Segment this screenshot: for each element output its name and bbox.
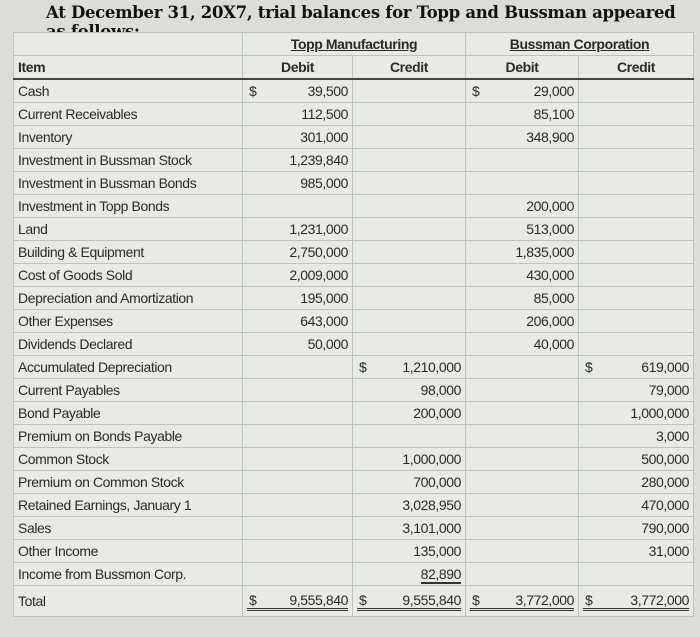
- blank-cell: [14, 33, 243, 56]
- bussman-credit-cell: [579, 379, 694, 402]
- bussman-credit-cell: [579, 287, 694, 310]
- topp-credit-cell: [353, 103, 466, 126]
- company-header-row: [14, 33, 694, 56]
- bussman-debit-cell: [466, 402, 579, 425]
- item-label: Bond Payable: [14, 402, 243, 425]
- item-label: Dividends Declared: [14, 333, 243, 356]
- bussman-debit-cell: [466, 333, 579, 356]
- amount: 1,210,000: [402, 359, 461, 375]
- topp-debit-cell: [243, 517, 353, 540]
- bussman-credit-cell: [579, 333, 694, 356]
- bussman-credit-cell: [579, 310, 694, 333]
- topp-debit-cell: [243, 586, 353, 617]
- bussman-debit-cell: [466, 241, 579, 264]
- amount: 280,000: [641, 474, 690, 490]
- bussman-credit-header: Credit: [579, 56, 694, 80]
- bussman-debit-cell: [466, 149, 579, 172]
- amount: 3,772,000: [470, 592, 574, 611]
- topp-debit-cell: [243, 356, 353, 379]
- amount: 700,000: [413, 474, 461, 490]
- topp-credit-cell: [353, 356, 466, 379]
- amount: 430,000: [526, 267, 574, 283]
- amount: 39,500: [307, 83, 348, 99]
- bussman-debit-cell: [466, 103, 579, 126]
- amount: 29,000: [533, 83, 574, 99]
- topp-credit-cell: [353, 333, 466, 356]
- amount: 112,500: [301, 106, 348, 122]
- bussman-credit-cell: [579, 79, 694, 103]
- item-header: Item: [14, 56, 243, 80]
- amount: 1,231,000: [289, 221, 348, 237]
- topp-credit-cell: [353, 517, 466, 540]
- amount: 1,000,000: [402, 451, 461, 467]
- item-label: Current Receivables: [14, 103, 243, 126]
- item-label: Investment in Bussman Bonds: [14, 172, 243, 195]
- bussman-credit-cell: [579, 172, 694, 195]
- bussman-credit-cell: [579, 494, 694, 517]
- topp-credit-cell: [353, 172, 466, 195]
- bussman-credit-cell: [579, 149, 694, 172]
- bussman-debit-cell: [466, 586, 579, 617]
- topp-debit-cell: [243, 195, 353, 218]
- topp-credit-cell: [353, 402, 466, 425]
- bussman-credit-cell: [579, 471, 694, 494]
- amount: 79,000: [648, 382, 690, 398]
- topp-debit-cell: [243, 126, 353, 149]
- table-row: [14, 126, 694, 149]
- amount: 500,000: [641, 451, 690, 467]
- topp-debit-cell: [243, 540, 353, 563]
- amount: 513,000: [526, 221, 574, 237]
- bussman-credit-cell: [579, 103, 694, 126]
- topp-credit-cell: [353, 218, 466, 241]
- topp-debit-cell: [243, 471, 353, 494]
- topp-credit-cell: [353, 79, 466, 103]
- topp-debit-header: Debit: [243, 56, 353, 80]
- table-row: [14, 79, 694, 103]
- currency-symbol: $: [359, 591, 367, 608]
- item-label: Current Payables: [14, 379, 243, 402]
- amount: 348,900: [526, 129, 574, 145]
- currency-symbol: $: [585, 591, 593, 608]
- bussman-credit-cell: [579, 264, 694, 287]
- table-row: [14, 287, 694, 310]
- currency-symbol: $: [249, 83, 257, 99]
- bussman-credit-cell: [579, 195, 694, 218]
- item-label: Accumulated Depreciation: [14, 356, 243, 379]
- topp-credit-cell: [353, 126, 466, 149]
- item-label: Investment in Bussman Stock: [14, 149, 243, 172]
- amount: 200,000: [413, 405, 461, 421]
- topp-credit-cell: [353, 425, 466, 448]
- bussman-debit-cell: [466, 563, 579, 586]
- company-topp: [243, 33, 466, 56]
- topp-debit-cell: [243, 79, 353, 103]
- topp-credit-cell: [353, 471, 466, 494]
- amount: 1,000,000: [630, 405, 690, 421]
- topp-credit-cell: [353, 540, 466, 563]
- item-label: Premium on Bonds Payable: [14, 425, 243, 448]
- bussman-credit-cell: [579, 586, 694, 617]
- amount: 643,000: [300, 313, 348, 329]
- table-row: [14, 172, 694, 195]
- item-label: Premium on Common Stock: [14, 471, 243, 494]
- amount: 135,000: [413, 543, 461, 559]
- item-label: Retained Earnings, January 1: [14, 494, 243, 517]
- item-label: Other Expenses: [14, 310, 243, 333]
- topp-debit-cell: [243, 563, 353, 586]
- topp-debit-cell: [243, 494, 353, 517]
- table-row: [14, 218, 694, 241]
- item-label: Income from Bussmon Corp.: [14, 563, 243, 586]
- amount: 985,000: [300, 175, 348, 191]
- table-row: [14, 448, 694, 471]
- table-row: [14, 310, 694, 333]
- bussman-credit-cell: [579, 540, 694, 563]
- item-label: Sales: [14, 517, 243, 540]
- table-row: [14, 517, 694, 540]
- topp-credit-cell: [353, 563, 466, 586]
- bussman-credit-cell: [579, 448, 694, 471]
- item-label: Depreciation and Amortization: [14, 287, 243, 310]
- bussman-credit-cell: [579, 563, 694, 586]
- amount: 206,000: [526, 313, 574, 329]
- company-bussman: [466, 33, 694, 56]
- item-label: Other Income: [14, 540, 243, 563]
- column-header-row: [14, 56, 694, 80]
- item-label: Inventory: [14, 126, 243, 149]
- bussman-debit-cell: [466, 494, 579, 517]
- amount: 195,000: [300, 290, 348, 306]
- topp-credit-cell: [353, 241, 466, 264]
- topp-credit-cell: [353, 379, 466, 402]
- table-row: [14, 379, 694, 402]
- total-row: [14, 586, 694, 617]
- company-name: Topp Manufacturing: [290, 36, 418, 52]
- bussman-debit-cell: [466, 379, 579, 402]
- table-row: [14, 356, 694, 379]
- bussman-credit-cell: [579, 402, 694, 425]
- currency-symbol: $: [585, 359, 593, 375]
- amount: 85,000: [533, 290, 574, 306]
- bussman-debit-cell: [466, 126, 579, 149]
- topp-debit-cell: [243, 172, 353, 195]
- topp-debit-cell: [243, 264, 353, 287]
- amount: 1,835,000: [515, 244, 574, 260]
- topp-debit-cell: [243, 149, 353, 172]
- item-label: Cost of Goods Sold: [14, 264, 243, 287]
- bussman-debit-cell: [466, 79, 579, 103]
- table-row: [14, 103, 694, 126]
- amount: 3,772,000: [583, 592, 689, 611]
- amount: 9,555,840: [357, 592, 461, 611]
- topp-credit-cell: [353, 195, 466, 218]
- topp-debit-cell: [243, 310, 353, 333]
- table-row: [14, 241, 694, 264]
- topp-credit-cell: [353, 448, 466, 471]
- topp-debit-cell: [243, 241, 353, 264]
- bussman-credit-cell: [579, 218, 694, 241]
- bussman-debit-cell: [466, 448, 579, 471]
- topp-debit-cell: [243, 333, 353, 356]
- table-row: [14, 471, 694, 494]
- topp-credit-cell: [353, 149, 466, 172]
- table-row: [14, 494, 694, 517]
- bussman-credit-cell: [579, 241, 694, 264]
- page-title: At December 31, 20X7, trial balances for Topp and Bussman appeared: [46, 3, 676, 22]
- bussman-debit-cell: [466, 540, 579, 563]
- amount: 9,555,840: [247, 592, 348, 611]
- topp-debit-cell: [243, 218, 353, 241]
- amount: 31,000: [648, 543, 690, 559]
- amount: 2,750,000: [289, 244, 348, 260]
- amount: 619,000: [641, 359, 690, 375]
- item-label: Land: [14, 218, 243, 241]
- item-label: Cash: [14, 79, 243, 103]
- amount: 790,000: [641, 520, 690, 536]
- bussman-debit-cell: [466, 218, 579, 241]
- topp-debit-cell: [243, 103, 353, 126]
- amount: 200,000: [526, 198, 574, 214]
- table-row: [14, 540, 694, 563]
- topp-credit-header: Credit: [353, 56, 466, 80]
- amount: 40,000: [533, 336, 574, 352]
- bussman-debit-cell: [466, 172, 579, 195]
- table-row: [14, 149, 694, 172]
- bussman-credit-cell: [579, 126, 694, 149]
- company-name: Bussman Corporation: [509, 36, 650, 52]
- bussman-credit-cell: [579, 517, 694, 540]
- amount: 50,000: [307, 336, 348, 352]
- amount: 3,000: [655, 428, 690, 444]
- amount: 3,101,000: [402, 520, 461, 536]
- topp-credit-cell: [353, 264, 466, 287]
- table-row: [14, 425, 694, 448]
- topp-debit-cell: [243, 379, 353, 402]
- amount: 470,000: [641, 497, 690, 513]
- topp-debit-cell: [243, 402, 353, 425]
- item-label: Investment in Topp Bonds: [14, 195, 243, 218]
- table-row: [14, 195, 694, 218]
- bussman-debit-header: Debit: [466, 56, 579, 80]
- amount: 2,009,000: [289, 267, 348, 283]
- amount: 1,239,840: [289, 152, 348, 168]
- bussman-debit-cell: [466, 517, 579, 540]
- item-label: Total: [14, 586, 243, 617]
- table-row: [14, 333, 694, 356]
- bussman-debit-cell: [466, 471, 579, 494]
- bussman-debit-cell: [466, 356, 579, 379]
- topp-credit-cell: [353, 586, 466, 617]
- currency-symbol: $: [472, 83, 480, 99]
- table-row: [14, 264, 694, 287]
- topp-debit-cell: [243, 448, 353, 471]
- topp-debit-cell: [243, 425, 353, 448]
- bussman-debit-cell: [466, 310, 579, 333]
- topp-credit-cell: [353, 287, 466, 310]
- bussman-credit-cell: [579, 356, 694, 379]
- amount: 82,890: [420, 566, 461, 582]
- item-label: Building & Equipment: [14, 241, 243, 264]
- bussman-debit-cell: [466, 287, 579, 310]
- topp-credit-cell: [353, 310, 466, 333]
- currency-symbol: $: [359, 359, 367, 375]
- table-row: [14, 402, 694, 425]
- amount: 98,000: [420, 382, 461, 398]
- trial-balance-table: [13, 32, 693, 617]
- currency-symbol: $: [472, 591, 480, 608]
- amount: 301,000: [300, 129, 348, 145]
- topp-credit-cell: [353, 494, 466, 517]
- topp-debit-cell: [243, 287, 353, 310]
- amount: 3,028,950: [402, 497, 461, 513]
- bussman-credit-cell: [579, 425, 694, 448]
- amount: 85,100: [533, 106, 574, 122]
- bussman-debit-cell: [466, 195, 579, 218]
- bussman-debit-cell: [466, 425, 579, 448]
- table-row: [14, 563, 694, 586]
- currency-symbol: $: [249, 591, 257, 608]
- bussman-debit-cell: [466, 264, 579, 287]
- item-label: Common Stock: [14, 448, 243, 471]
